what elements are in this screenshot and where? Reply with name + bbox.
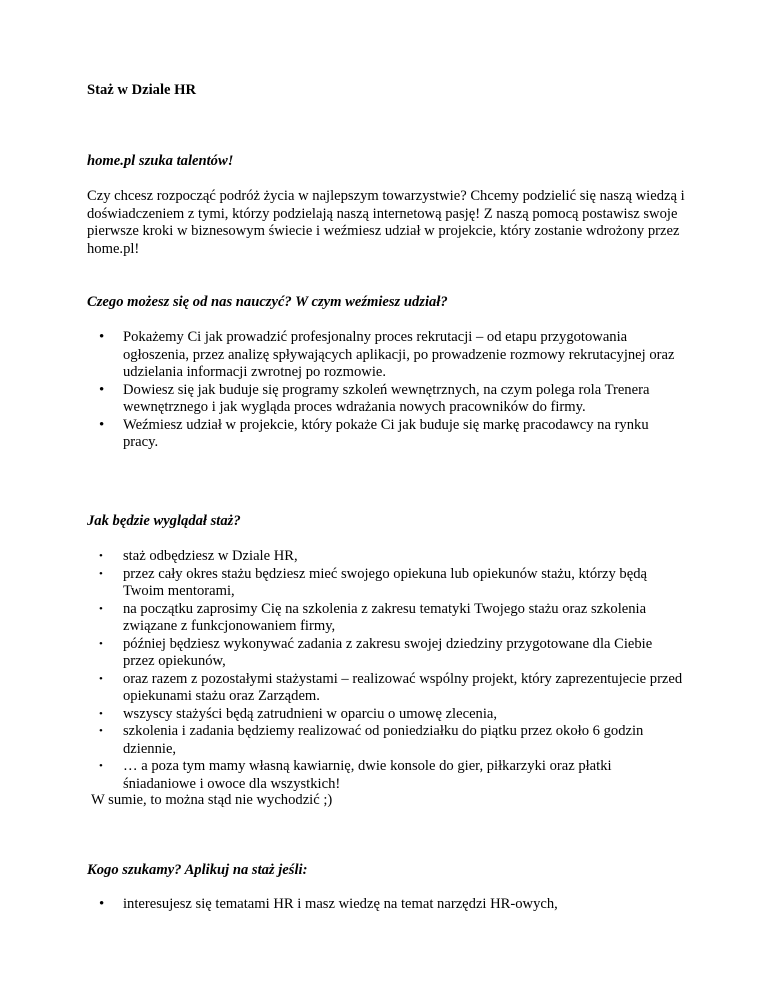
bullet-icon: •	[99, 637, 103, 650]
bullet-icon: •	[99, 381, 105, 398]
bullet-icon: •	[99, 672, 103, 685]
learn-list	[87, 329, 687, 452]
apply-heading: Kogo szukamy? Aplikuj na staż jeśli:	[87, 862, 308, 878]
bullet-icon: •	[99, 550, 103, 562]
list-item-text: Pokażemy Ci jak prowadzić profesjonalny proces rekrutacji – od etapu przygotowania ogłoszenia, przez analizę spływających aplikacji, po prowadzenie rozmowy rekrutacyjnej oraz udzielania informacji zwrotnej po rozmowie.	[123, 329, 675, 380]
intro-heading: home.pl szuka talentów!	[87, 153, 234, 169]
bullet-icon: •	[99, 707, 103, 720]
bullet-icon: •	[99, 725, 103, 737]
bullet-icon: •	[99, 416, 105, 433]
list-item	[87, 896, 687, 914]
list-item-text: na początku zaprosimy Cię na szkolenia z zakresu tematyki Twojego stażu oraz szkolenia związane z funkcjonowaniem firmy,	[123, 600, 647, 634]
list-item	[87, 382, 687, 417]
list-item	[87, 636, 687, 671]
list-item	[87, 329, 687, 382]
list-item	[87, 723, 687, 758]
list-item	[87, 548, 687, 566]
list-item	[87, 417, 687, 452]
bullet-icon: •	[99, 896, 105, 912]
list-item	[87, 758, 687, 793]
intro-paragraph: Czy chcesz rozpocząć podróż życia w najlepszym towarzystwie? Chcemy podzielić się naszą wiedzą i doświadczeniem z tymi, którzy podzielają naszą internetową pasję! Z naszą pomocą postawisz swoje pierwsze kroki w biznesowym świecie i weźmiesz udział w projekcie, który zostanie wdrożony przez home.pl!	[87, 188, 685, 257]
apply-list	[87, 896, 687, 914]
list-item-text: wszyscy stażyści będą zatrudnieni w oparciu o umowę zlecenia,	[123, 705, 498, 722]
list-item-text: interesujesz się tematami HR i masz wiedzę na temat narzędzi HR-owych,	[123, 896, 558, 912]
document-title: Staż w Dziale HR	[87, 82, 197, 98]
bullet-icon: •	[99, 567, 103, 580]
list-item	[87, 671, 687, 706]
internship-closing: W sumie, to można stąd nie wychodzić ;)	[91, 792, 333, 808]
list-item-text: staż odbędziesz w Dziale HR,	[123, 548, 298, 564]
list-item-text: później będziesz wykonywać zadania z zakresu swojej dziedziny przygotowane dla Ciebie przez opiekunów,	[123, 635, 653, 669]
internship-heading: Jak będzie wyglądał staż?	[87, 513, 241, 529]
list-item-text: szkolenia i zadania będziemy realizować od poniedziałku do piątku przez około 6 godzin dziennie,	[123, 723, 644, 757]
list-item-text: … a poza tym mamy własną kawiarnię, dwie konsole do gier, piłkarzyki oraz płatki śniadaniowe i owoce dla wszystkich!	[123, 758, 612, 792]
list-item	[87, 706, 687, 724]
list-item	[87, 601, 687, 636]
learn-heading: Czego możesz się od nas nauczyć? W czym weźmiesz udział?	[87, 294, 448, 310]
list-item-text: oraz razem z pozostałymi stażystami – realizować wspólny projekt, który zaprezentujecie przed opiekunami stażu oraz Zarządem.	[123, 670, 683, 704]
bullet-icon: •	[99, 602, 103, 615]
list-item-text: przez cały okres stażu będziesz mieć swojego opiekuna lub opiekunów stażu, którzy będą Twoim mentorami,	[123, 565, 647, 599]
internship-list	[87, 548, 687, 793]
list-item-text: Dowiesz się jak buduje się programy szkoleń wewnętrznych, na czym polega rola Trenera wewnętrznego i jak wygląda proces wdrażania nowych pracowników do firmy.	[123, 381, 650, 415]
bullet-icon: •	[99, 760, 103, 772]
list-item-text: Weźmiesz udział w projekcie, który pokaże Ci jak buduje się markę pracodawcy na rynku pracy.	[123, 416, 649, 450]
bullet-icon: •	[99, 329, 105, 345]
list-item	[87, 566, 687, 601]
